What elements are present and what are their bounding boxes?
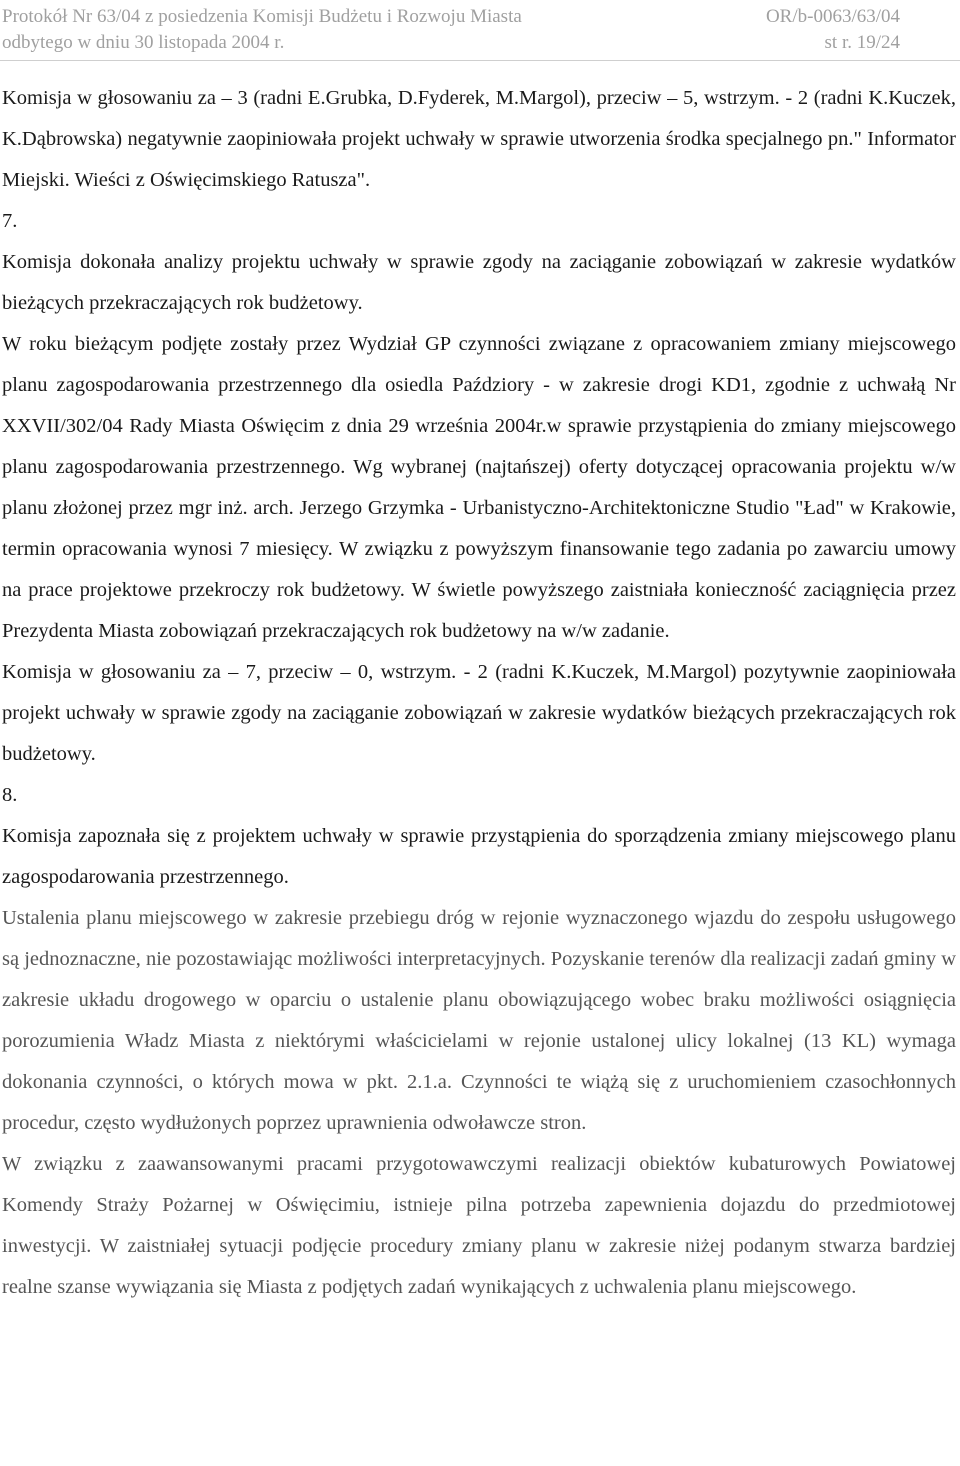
paragraph-planning-work: W roku bieżącym podjęte zostały przez Wydział GP czynności związane z opracowaniem zmiany miejscowego planu zagospodarowania przestrzennego dla osiedla Paździory - w zakresie drogi KD1, zgodnie z uchwałą Nr XXVII/302/04 Rady Miasta Oświęcim z dnia 29 września 2004r.w sprawie przystąpienia do zmiany miejscowego planu zagospodarowania przestrzennego. Wg wybranej (najtańszej) oferty dotyczącej opracowania projektu w/w planu złożonej przez mgr inż. arch. Jerzego Grzymka - Urbanistyczno-Architektoniczne Studio "Ład" w Krakowie, termin opracowania wynosi 7 miesięcy. W związku z powyższym finansowanie tego zadania po zawarciu umowy na prace projektowe przekroczy rok budżetowy. W świetle powyższego zaistniała konieczność zaciągnięcia przez Prezydenta Miasta zobowiązań przekraczających rok budżetowy na w/w zadanie. [2,333,956,642]
header-row-1 [2,4,958,30]
document-body [2,78,956,1308]
meeting-date: odbytego w dniu 30 listopada 2004 r. [2,32,285,53]
paragraph-plan-findings: Ustalenia planu miejscowego w zakresie przebiegu dróg w rejonie wyznaczonego wjazdu do zespołu usługowego są jednoznaczne, nie pozostawiając możliwości interpretacyjnych. Pozyskanie terenów dla realizacji zadań gminy w zakresie układu drogowego w oparciu o ustalenie planu obowiązującego wobec braku możliwości osiągnięcia porozumienia Władz Miasta z niektórymi właścicielami w rejonie ustalonej ulicy lokalnej (13 KL) wymaga dokonania czynności, o których mowa w pkt. 2.1.a. Czynności te wiążą się z uruchomieniem czasochłonnych procedur, często wydłużonych poprzez uprawnienia odwoławcze stron. [2,907,957,1134]
paragraph-vote-result-1: Komisja w głosowaniu za – 3 (radni E.Grubka, D.Fyderek, M.Margol), przeciw – 5, wstrzym. - 2 (radni K.Kuczek, K.Dąbrowska) negatywnie zaopiniowała projekt uchwały w sprawie utworzenia środka specjalnego pn." Informator Miejski. Wieści z Oświęcimskiego Ratusza". [2,87,956,191]
paragraph-plan-review: Komisja zapoznała się z projektem uchwały w sprawie przystąpienia do sporządzenia zmiany miejscowego planu zagospodarowania przestrzennego. [2,825,956,888]
section-number-8: 8. [2,784,18,806]
page-number: st r. 19/24 [824,32,900,53]
section-number-7: 7. [2,210,18,232]
paragraph-vote-result-2: Komisja w głosowaniu za – 7, przeciw – 0, wstrzym. - 2 (radni K.Kuczek, M.Margol) pozytywnie zaopiniowała projekt uchwały w sprawie zgody na zaciąganie zobowiązań w zakresie wydatków bieżących przekraczających rok budżetowy. [2,661,956,765]
header-divider [0,60,960,61]
paragraph-fire-station: W związku z zaawansowanymi pracami przygotowawczymi realizacji obiektów kubaturowych Powiatowej Komendy Straży Pożarnej w Oświęcimiu, istnieje pilna potrzeba zapewnienia dojazdu do przedmiotowej inwestycji. W zaistniałej sytuacji podjęcie procedury zmiany planu w zakresie niżej podanym stwarza bardziej realne szanse wywiązania się Miasta z podjętych zadań wynikających z uchwalenia planu miejscowego. [2,1153,956,1298]
header-row-2 [2,30,958,56]
paragraph-analysis: Komisja dokonała analizy projektu uchwały w sprawie zgody na zaciąganie zobowiązań w zakresie wydatków bieżących przekraczających rok budżetowy. [2,251,956,314]
page-header [2,4,958,56]
protocol-title: Protokół Nr 63/04 z posiedzenia Komisji Budżetu i Rozwoju Miasta [2,6,522,27]
document-reference: OR/b-0063/63/04 [765,6,900,27]
